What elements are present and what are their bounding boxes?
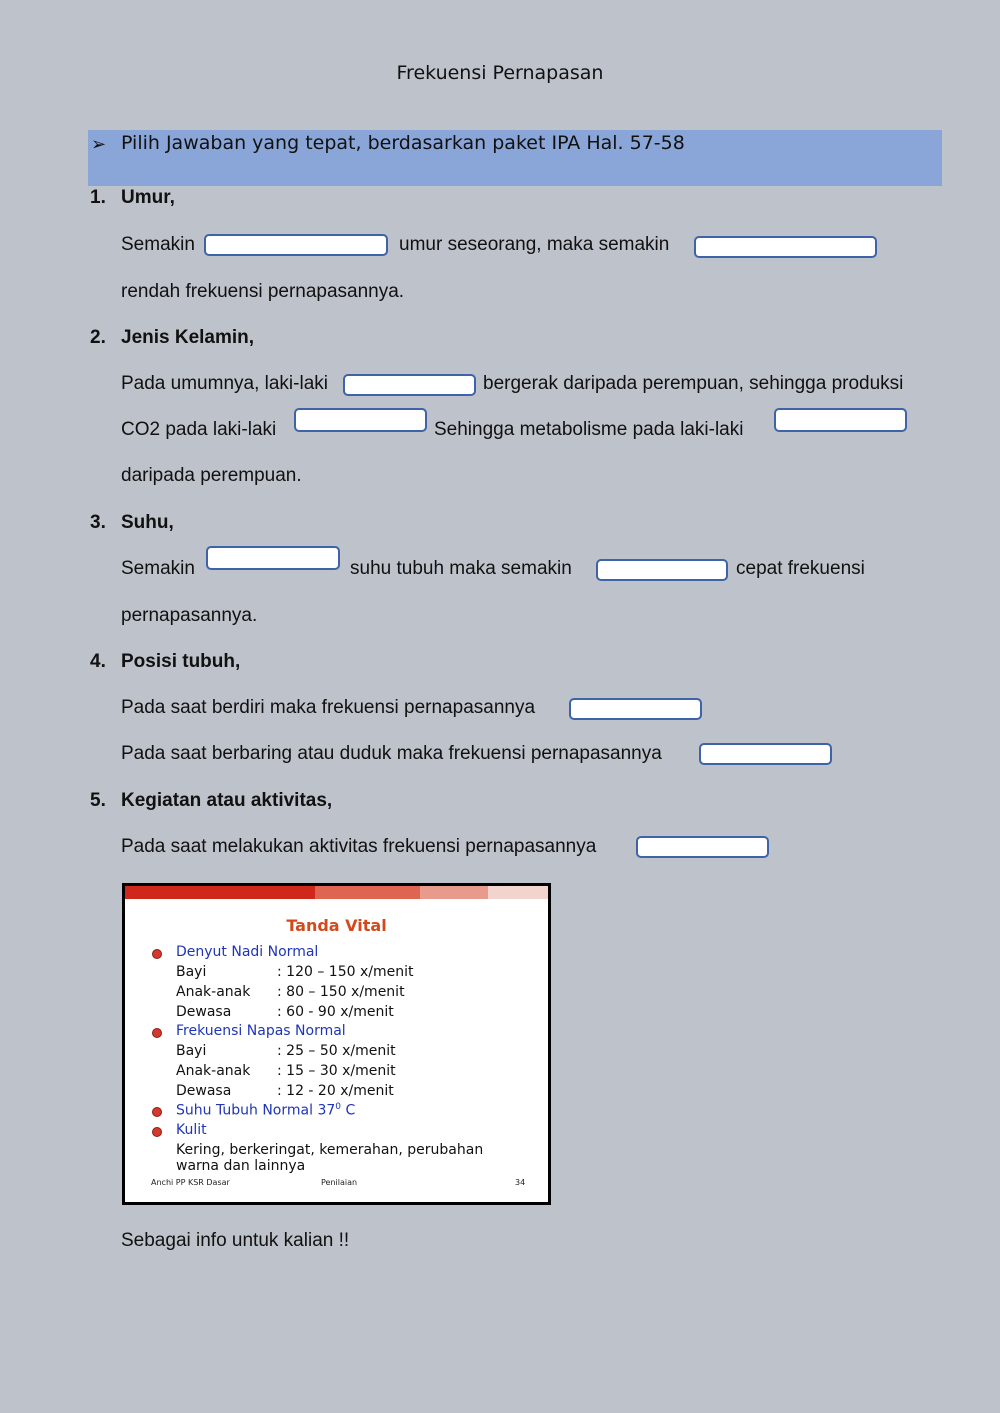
napas-label-anak: Anak-anak: [176, 1063, 251, 1079]
nadi-label-anak: Anak-anak: [176, 984, 251, 1000]
page-title: Frekuensi Pernapasan: [396, 62, 604, 84]
suhu-unit: C: [341, 1102, 356, 1119]
slide-footer-left: Anchi PP KSR Dasar: [151, 1178, 230, 1187]
napas-value-dewasa: : 12 - 20 x/menit: [277, 1083, 394, 1099]
q1-text-2: umur seseorang, maka semakin: [399, 234, 670, 255]
nadi-label-bayi: Bayi: [176, 964, 207, 980]
slide-footer-mid: Penilaian: [321, 1178, 358, 1187]
suhu-heading-text: Suhu Tubuh Normal 37: [176, 1102, 336, 1119]
q2-answer-3[interactable]: [774, 408, 907, 432]
slide-bar-4: [488, 886, 550, 899]
q4-number: 4.: [90, 651, 106, 672]
q2-text-1: Pada umumnya, laki-laki: [121, 373, 328, 394]
q5-heading: Kegiatan atau aktivitas,: [121, 790, 333, 811]
q4-text-2: Pada saat berbaring atau duduk maka frekuensi pernapasannya: [121, 743, 662, 764]
q1-number: 1.: [90, 187, 106, 208]
q3-answer-1[interactable]: [206, 546, 340, 570]
q4-answer-1[interactable]: [569, 698, 702, 720]
q5-number: 5.: [90, 790, 106, 811]
bullet-icon: [152, 949, 162, 959]
napas-label-bayi: Bayi: [176, 1043, 207, 1059]
q1-text-1: Semakin: [121, 234, 195, 255]
q2-answer-1[interactable]: [343, 374, 476, 396]
q1-answer-1[interactable]: [204, 234, 388, 256]
slide-bar-2: [315, 886, 420, 899]
nadi-value-dewasa: : 60 - 90 x/menit: [277, 1004, 394, 1020]
kulit-heading: Kulit: [176, 1122, 207, 1138]
napas-value-anak: : 15 – 30 x/menit: [277, 1063, 396, 1079]
q5-answer-1[interactable]: [636, 836, 769, 858]
q4-answer-2[interactable]: [699, 743, 832, 765]
q3-text-3: cepat frekuensi: [736, 558, 865, 579]
bullet-icon: [152, 1127, 162, 1137]
suhu-heading: [176, 1102, 355, 1119]
kulit-line-2: warna dan lainnya: [176, 1158, 306, 1174]
nadi-heading: Denyut Nadi Normal: [176, 944, 319, 960]
napas-value-bayi: : 25 – 50 x/menit: [277, 1043, 396, 1059]
nadi-label-dewasa: Dewasa: [176, 1004, 232, 1020]
q3-text-1: Semakin: [121, 558, 195, 579]
napas-heading: Frekuensi Napas Normal: [176, 1023, 346, 1039]
q3-text-2: suhu tubuh maka semakin: [350, 558, 572, 579]
bullet-icon: [152, 1028, 162, 1038]
q2-number: 2.: [90, 327, 106, 348]
slide-bar-3: [420, 886, 488, 899]
q5-text-1: Pada saat melakukan aktivitas frekuensi pernapasannya: [121, 836, 597, 857]
q2-text-4: Sehingga metabolisme pada laki-laki: [434, 419, 744, 440]
bullet-icon: [152, 1107, 162, 1117]
q1-answer-2[interactable]: [694, 236, 877, 258]
nadi-value-anak: : 80 – 150 x/menit: [277, 984, 405, 1000]
info-note: Sebagai info untuk kalian !!: [121, 1230, 350, 1251]
q1-heading: Umur,: [121, 187, 175, 208]
q3-answer-2[interactable]: [596, 559, 728, 581]
q4-heading: Posisi tubuh,: [121, 651, 241, 672]
q2-text-5: daripada perempuan.: [121, 465, 302, 486]
q2-text-3: CO2 pada laki-laki: [121, 419, 277, 440]
kulit-line-1: Kering, berkeringat, kemerahan, perubahan: [176, 1142, 484, 1158]
slide-title: Tanda Vital: [286, 916, 387, 935]
slide-bar-1: [125, 886, 315, 899]
vital-signs-slide: [122, 883, 551, 1205]
q2-text-2: bergerak daripada perempuan, sehingga produksi: [483, 373, 904, 394]
slide-footer-right: 34: [515, 1178, 526, 1187]
q2-heading: Jenis Kelamin,: [121, 327, 255, 348]
instruction-text: Pilih Jawaban yang tepat, berdasarkan paket IPA Hal. 57-58: [121, 132, 685, 154]
q1-text-3: rendah frekuensi pernapasannya.: [121, 281, 405, 302]
suhu-degree: 0: [335, 1102, 341, 1112]
q3-heading: Suhu,: [121, 512, 174, 533]
q2-answer-2[interactable]: [294, 408, 427, 432]
q3-number: 3.: [90, 512, 106, 533]
arrow-bullet-icon: ➢: [91, 134, 107, 155]
napas-label-dewasa: Dewasa: [176, 1083, 232, 1099]
nadi-value-bayi: : 120 – 150 x/menit: [277, 964, 414, 980]
q3-text-4: pernapasannya.: [121, 605, 258, 626]
q4-text-1: Pada saat berdiri maka frekuensi pernapasannya: [121, 697, 536, 718]
